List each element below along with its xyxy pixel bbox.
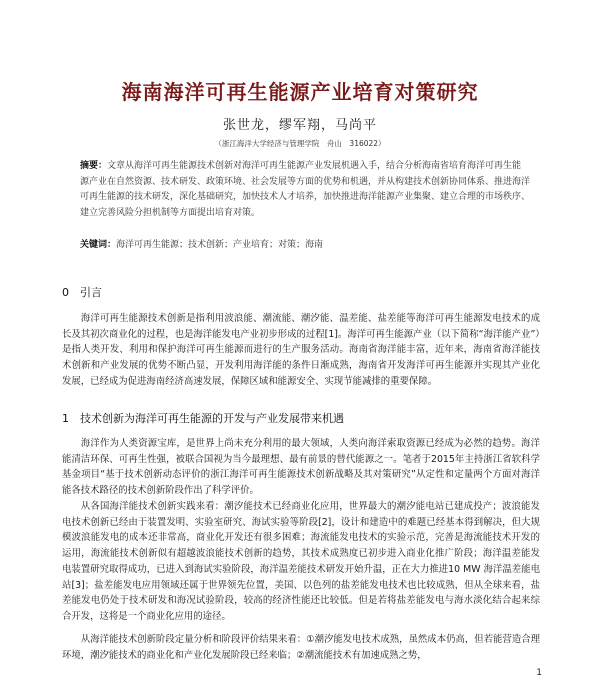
intro-paragraph: 海洋可再生能源技术创新是指利用波浪能、潮流能、潮汐能、温差能、盐差能等海洋可再生能源发电技术的成长及其初次商业化的过程，也是海洋能发电产业初步形成的过程[1]。海洋可再生能源产业（以下简称“海洋能产业”）是指人类开发、利用和保护海洋可再生能源而进行的生产服务活动。海南省海洋能丰富，近年来，海南省海洋能技术创新和产业发展的优势不断凸显，开发利用海洋能的条件日渐成熟，海南省开发海洋可再生能源并实现其产业化发展，已经成为促进海南经济高速发展，保障区域和能源安全、实现节能减排的重要保障。	[62, 313, 540, 387]
paper-authors: 张世龙，缪军翔，马尚平	[222, 118, 377, 133]
section1-paragraph-1: 海洋作为人类资源宝库，是世界上尚未充分利用的最大领域，人类向海洋索取资源已经成为必然的趋势。海洋能清洁环保、可再生性强，被联合国视为当今最理想、最有前景的替代能源之一。笔者于2015年主持浙江省软科学基金项目“基于技术创新动态评价的浙江海洋可再生能源技术创新战略及其对策研究”从定性和定量两个方面对海洋能各技术路径的技术创新阶段作出了科学评价。	[62, 438, 540, 497]
section-heading-intro: 0 引言	[62, 286, 102, 299]
section1-paragraph-2: 从各国海洋能技术创新实践来看：潮汐能技术已经商业化应用，世界最大的潮汐能电站已建成投产；波浪能发电技术创新已经由于装置发明、实验室研究、海试实验等阶段[2]，设计和建造中的难题已经基本得到解决，但大规模波浪能发电的成本还非常高，商业化开发还有很多困难；海流能发电技术的实验示范，完善是海流能技术开发的运用，海流能技术创新似有超越波浪能技术创新的趋势，其技术成熟度已初步进入商业化推广阶段；海洋温差能发电装置研究取得成功，已进入到海试实验阶段，海洋温差能技术研发开始升温，正在大力推进10 MW 海洋温差能电站[3]；盐差能发电应用领域还属于世界领先位置，美国、以色列的盐差能发电技术也比较成熟，但从全球来看，盐差能发电仍处于技术研发和海况试验阶段，较高的经济性能还比较低。但是若将盐差能发电与海水淡化结合起来综合开发，这将是一个商业化应用的途径。	[62, 501, 540, 622]
abstract-text: 文章从海洋可再生能源技术创新对海洋可再生能源产业发展机遇入手，结合分析海南省培育海洋可再生能源产业在自然资源、技术研发、政策环境、社会发展等方面的优势和机遇，并从构建技术创新协同体系、推进海洋可再生能源的技术研发，深化基础研究，加快技术人才培养，加快推进海洋能源产业集聚、建立合理的市场秩序、建立完善风险分担机制等方面提出培育对策。	[80, 161, 531, 218]
section-heading-1: 1 技术创新为海洋可再生能源的开发与产业发展带来机遇	[62, 412, 344, 425]
keywords-text: 海洋可再生能源；技术创新；产业培育；对策；海南	[116, 240, 324, 250]
keywords-label: 关键词：	[80, 240, 117, 250]
keywords-block	[80, 238, 530, 253]
abstract-block	[80, 159, 530, 221]
section1-paragraph-3: 从海洋能技术创新阶段定量分析和阶段评价结果来看：①潮汐能发电技术成熟，虽然成本仍高，但若能营造合理环境，潮汐能技术的商业化和产业化发展阶段已经来临；②潮流能技术有加速成熟之势，	[62, 634, 540, 661]
abstract-label: 摘要：	[80, 161, 108, 171]
paper-title: 海南海洋可再生能源产业培育对策研究	[121, 80, 479, 104]
page-number: 1	[536, 668, 542, 678]
paper-affiliation: （浙江海洋大学经济与管理学院 舟山 316022）	[214, 139, 386, 148]
